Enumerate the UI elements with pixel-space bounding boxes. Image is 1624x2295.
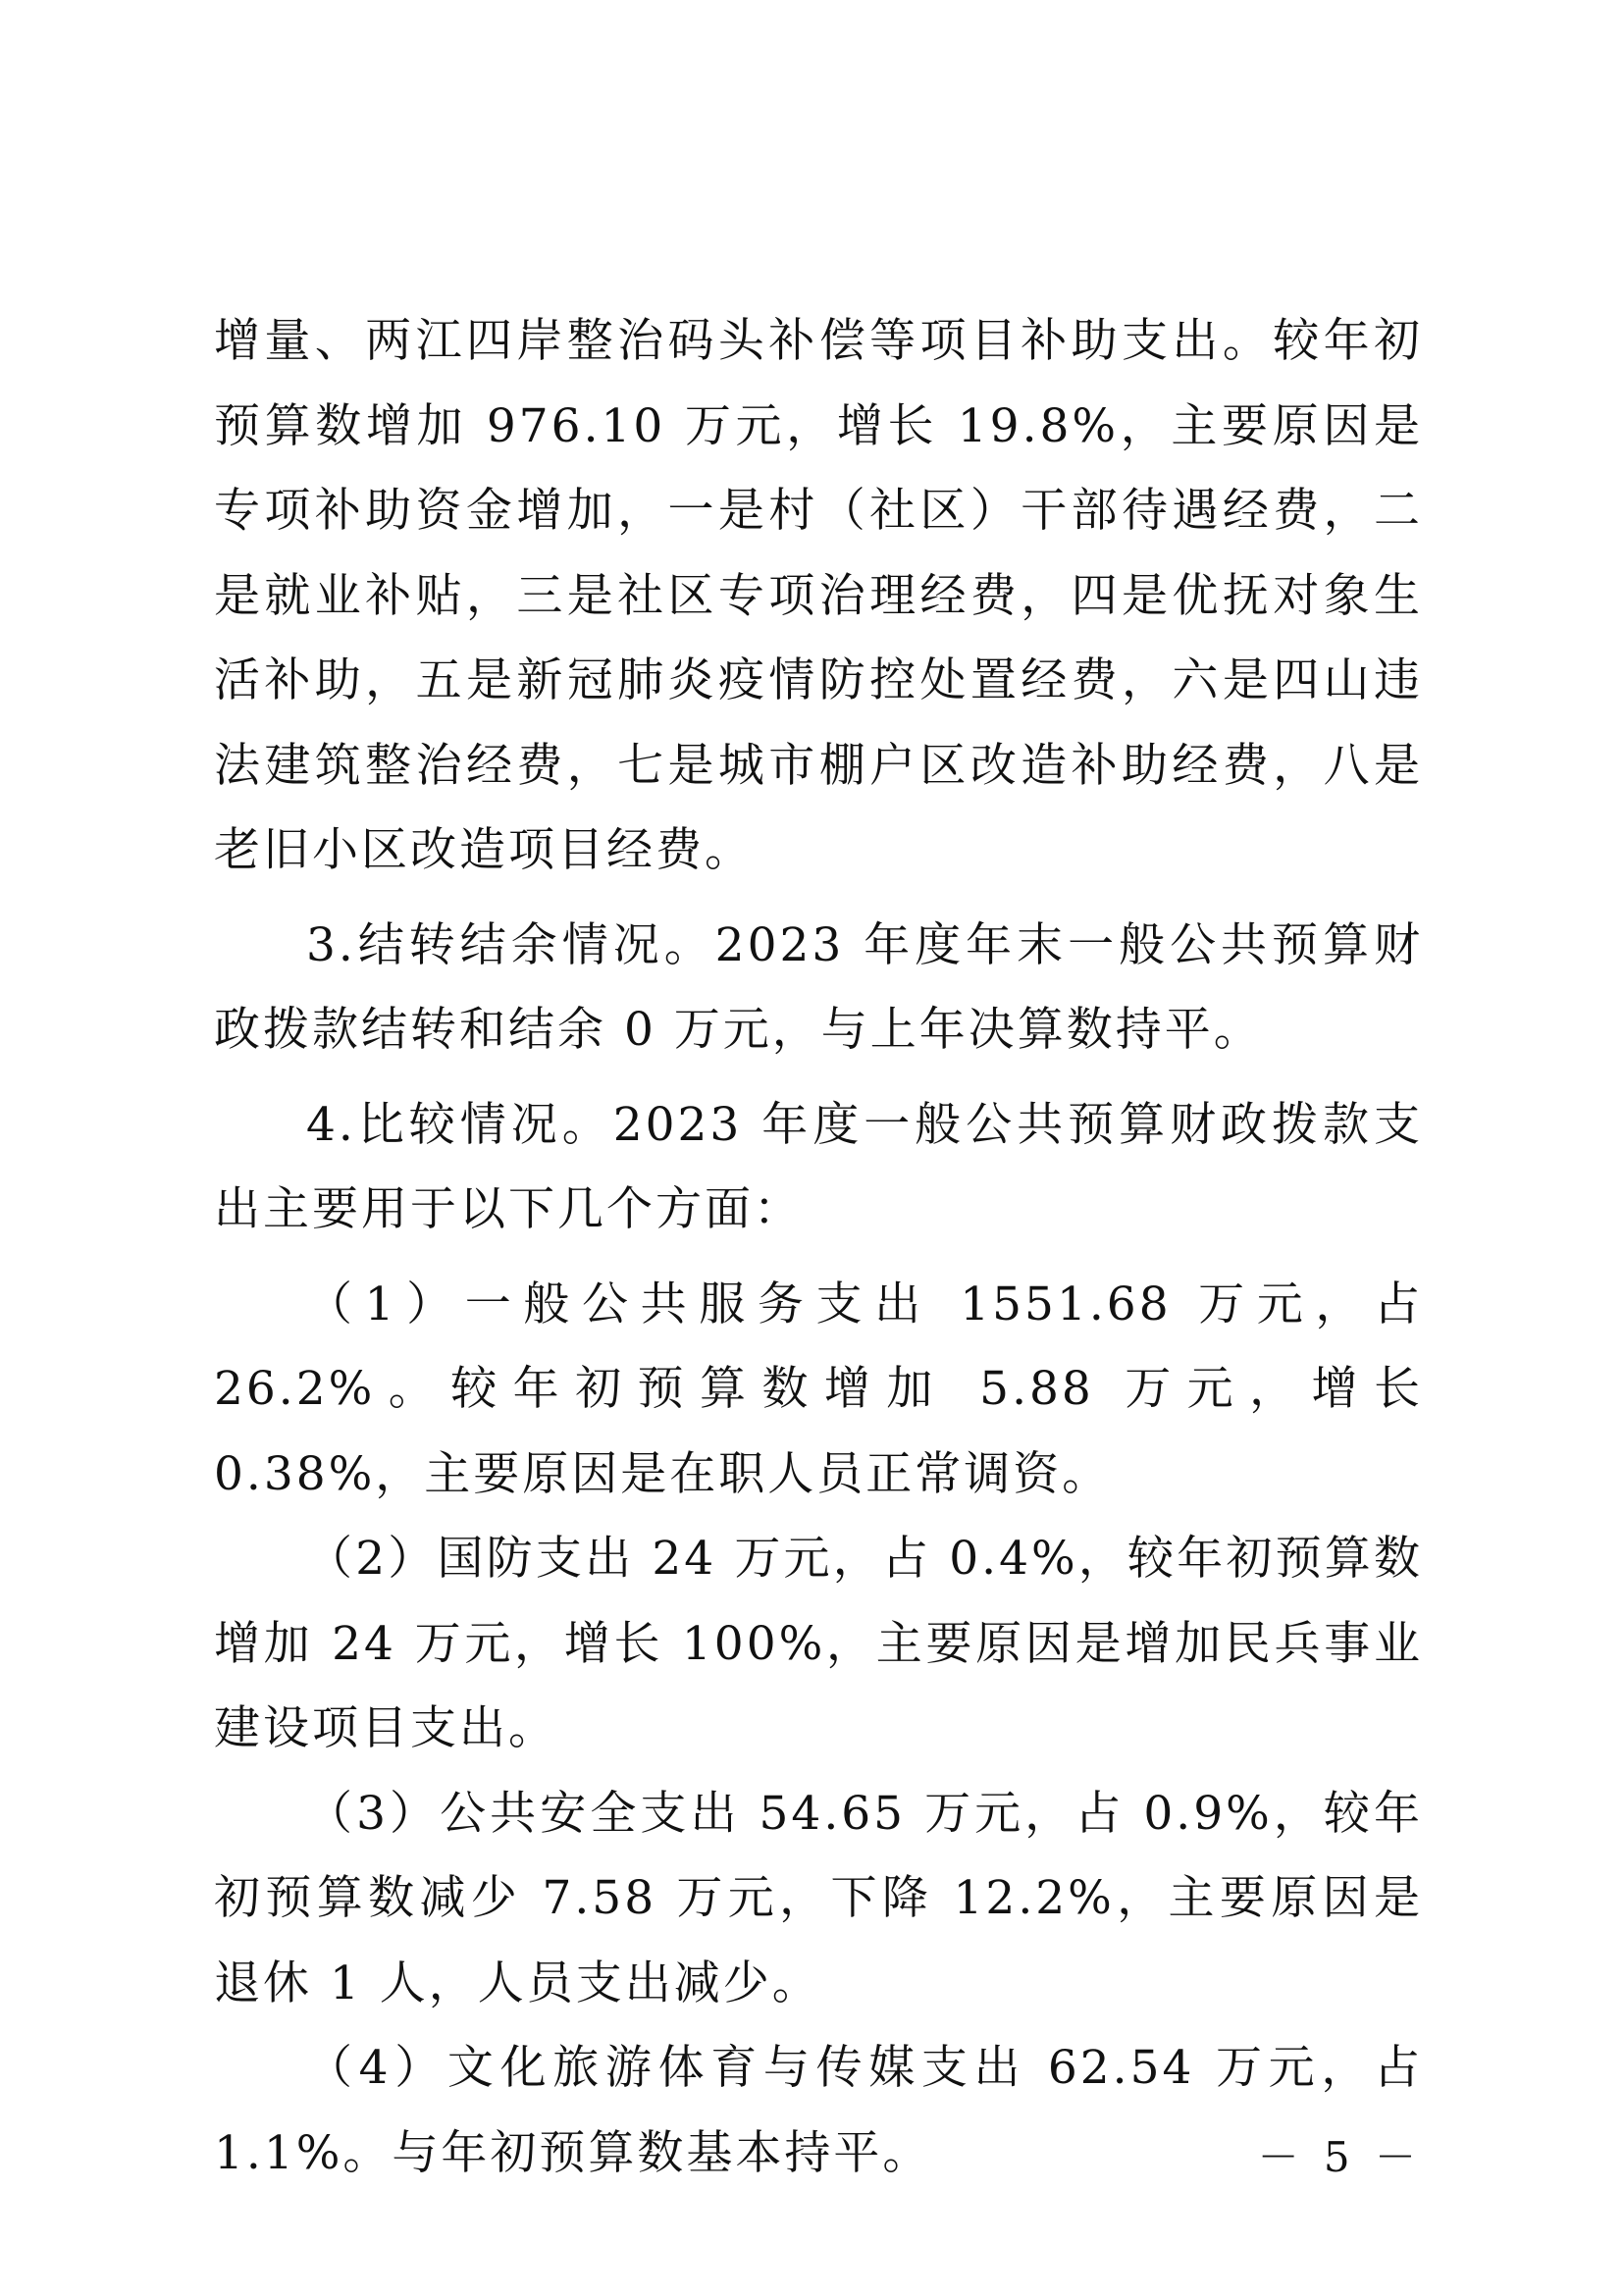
document-page — [214, 299, 1423, 2196]
paragraph-item-1-public-services: （1）一般公共服务支出 1551.68 万元，占 26.2%。较年初预算数增加 5.88 万元，增长 0.38%，主要原因是在职人员正常调资。 — [214, 1277, 1423, 1501]
paragraph-carryover: 3.结转结余情况。2023 年度年末一般公共预算财政拨款结转和结余 0 万元，与上年决算数持平。 — [214, 917, 1423, 1057]
paragraph-comparison: 4.比较情况。2023 年度一般公共预算财政拨款支出主要用于以下几个方面： — [214, 1097, 1423, 1236]
page-number: － 5 － — [1257, 2133, 1422, 2181]
paragraph-item-3-public-safety: （3）公共安全支出 54.65 万元，占 0.9%，较年初预算数减少 7.58 万元，下降 12.2%，主要原因是退休 1 人，人员支出减少。 — [214, 1786, 1423, 2010]
paragraph-item-2-defense: （2）国防支出 24 万元，占 0.4%，较年初预算数增加 24 万元，增长 100%，主要原因是增加民兵事业建设项目支出。 — [214, 1532, 1423, 1755]
paragraph-subsidy-continuation: 增量、两江四岸整治码头补偿等项目补助支出。较年初预算数增加 976.10 万元，增长 19.8%，主要原因是专项补助资金增加，一是村（社区）干部待遇经费，二是就业补贴，三是社区专项治理经费，四是优抚对象生活补助，五是新冠肺炎疫情防控处置经费，六是四山违法建筑整治经费，七是城市棚户区改造补助经费，八是老旧小区改造项目经费。 — [214, 314, 1423, 877]
paragraph-item-4-culture-tourism: （4）文化旅游体育与传媒支出 62.54 万元，占 1.1%。与年初预算数基本持平。 — [214, 2041, 1423, 2180]
